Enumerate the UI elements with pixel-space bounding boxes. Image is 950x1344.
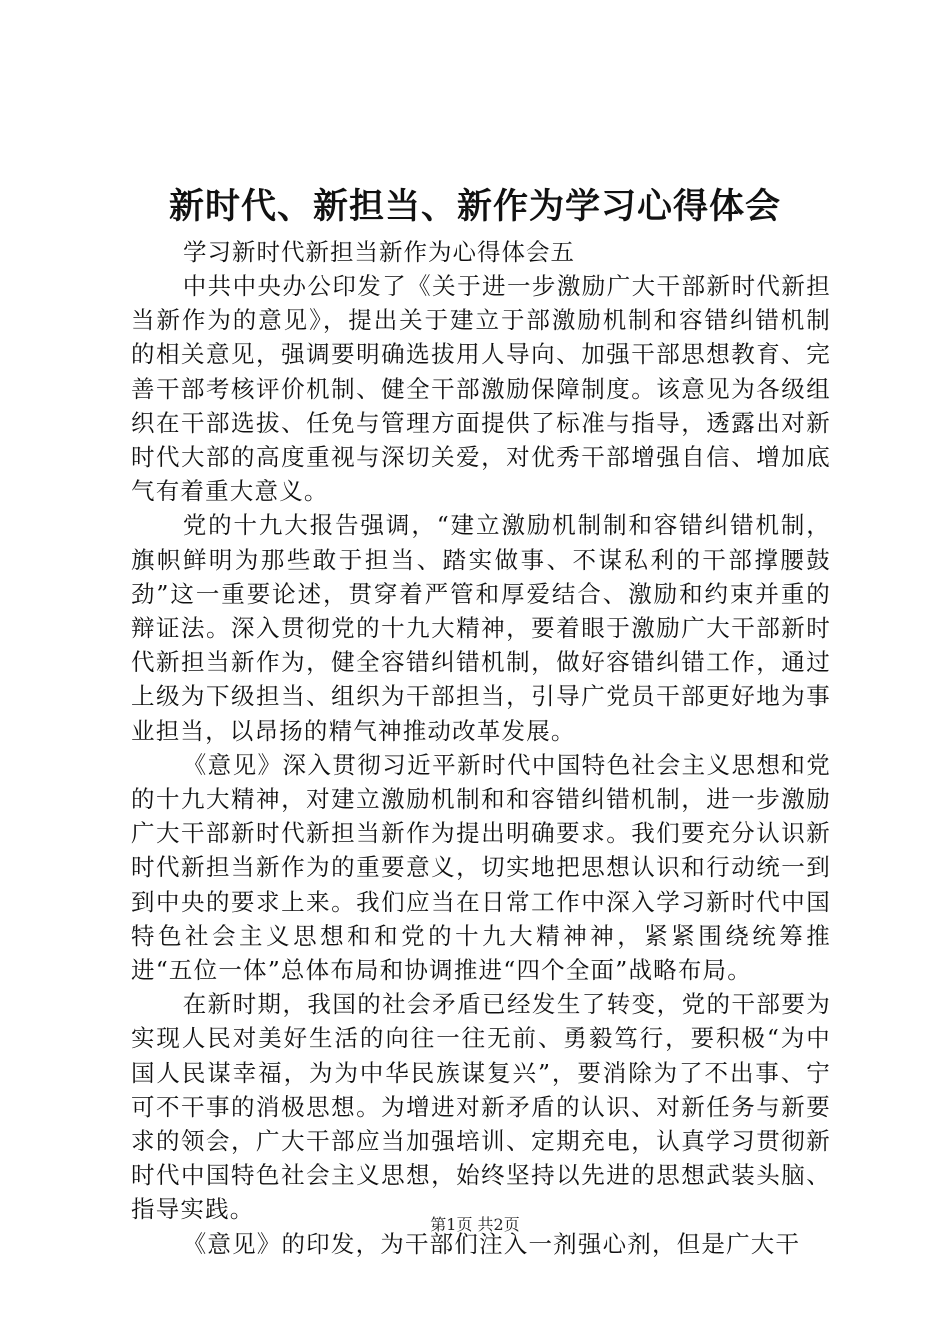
body-paragraph-2: 党的十九大报告强调，“建立激励机制制和容错纠错机制，旗帜鲜明为那些敢于担当、踏实做事、不谋私利的干部撑腰鼓劲”这一重要论述，贯穿着严管和厚爱结合、激励和约束并重的辩证法。深入贯彻党的十九大精神，要着眼于激励广大干部新时代新担当新作为，健全容错纠错机制，做好容错纠错工作，通过上级为下级担当、组织为干部担当，引导广党员干部更好地为事业担当，以昂扬的精气神推动改革发展。 bbox=[131, 511, 831, 745]
document-body bbox=[131, 269, 831, 1261]
page-number-footer: 第1页 共2页 bbox=[430, 1215, 520, 1234]
body-paragraph-3: 《意见》深入贯彻习近平新时代中国特色社会主义思想和党的十九大精神，对建立激励机制和和容错纠错机制，进一步激励广大干部新时代新担当新作为提出明确要求。我们要充分认识新时代新担当新作为的重要意义，切实地把思想认识和行动统一到到中央的要求上来。我们应当在日常工作中深入学习新时代中国特色社会主义思想和和党的十九大精神神，紧紧围绕统筹推进“五位一体”总体布局和协调推进“四个全面”战略布局。 bbox=[131, 750, 831, 985]
page-title: 新时代、新担当、新作为学习心得体会 bbox=[168, 186, 781, 227]
body-paragraph-4: 在新时期，我国的社会矛盾已经发生了转变，党的干部要为实现人民对美好生活的向往一往无前、勇毅笃行，要积极“为中国人民谋幸福，为为中华民族谋复兴”，要消除为了不出事、宁可不干事的消极思想。为增进对新矛盾的认识、对新任务与新要求的领会，广大干部应当加强培训、定期充电，认真学习贯彻新时代中国特色社会主义思想，始终坚持以先进的思想武装头脑、指导实践。 bbox=[131, 990, 831, 1224]
body-paragraph-5: 《意见》的印发，为干部们注入一剂强心剂，但是广大干 bbox=[182, 1229, 801, 1258]
document-subtitle: 学习新时代新担当新作为心得体会五 bbox=[183, 238, 575, 266]
body-paragraph-1: 中共中央办公印发了《关于进一步激励广大干部新时代新担当新作为的意见》，提出关于建立于部激励机制和容错纠错机制的相关意见，强调要明确选拔用人导向、加强干部思想教育、完善干部考核评价机制、健全干部激励保障制度。该意见为各级组织在干部选拔、任免与管理方面提供了标准与指导，透露出对新时代大部的高度重视与深切关爱，对优秀干部增强自信、增加底气有着重大意义。 bbox=[131, 272, 831, 506]
